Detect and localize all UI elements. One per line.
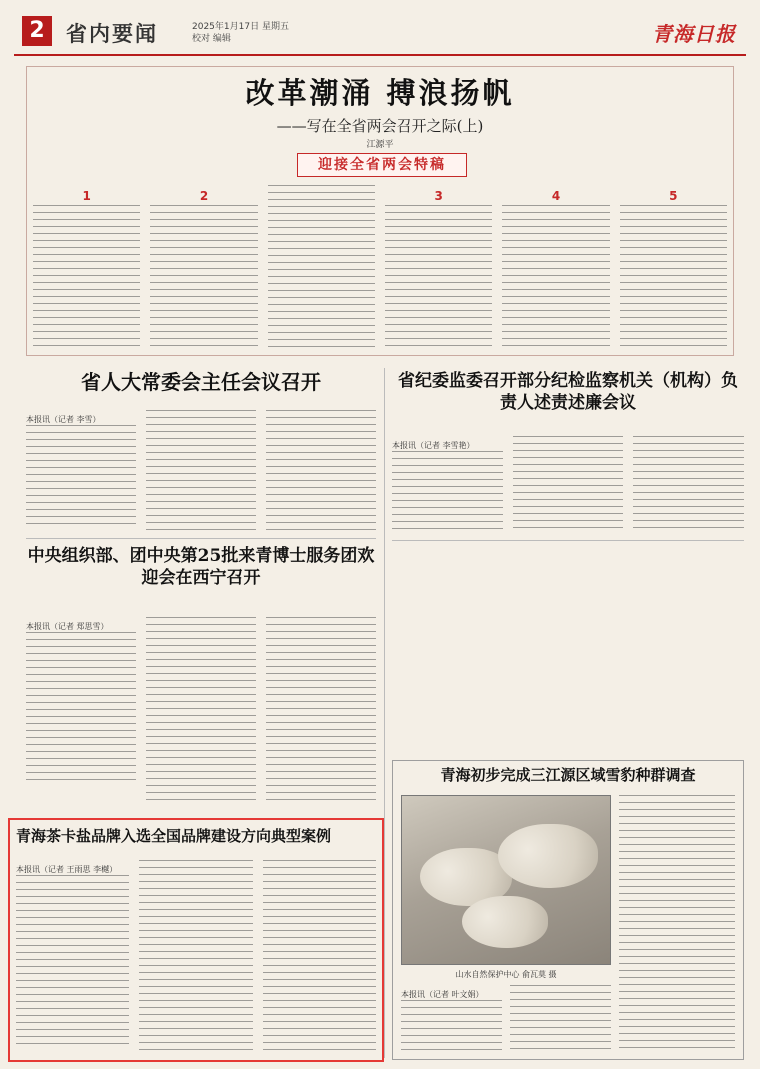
section-marker: 1 [82, 189, 91, 203]
issue-date: 2025年1月17日 星期五 [192, 22, 289, 32]
feature-column [385, 185, 492, 349]
article-column [401, 985, 502, 1051]
snow-leopard-photo [401, 795, 611, 965]
issue-editors: 校对 编辑 [192, 34, 231, 44]
column-divider [384, 368, 385, 1058]
body-text [26, 425, 136, 525]
article-column [139, 860, 252, 1054]
body-text [26, 632, 136, 782]
article-byline: 本报讯（记者 李雪） [26, 415, 101, 424]
article-body [392, 436, 744, 530]
section-title: 省内要闻 [66, 22, 158, 46]
article-chaka-salt-brand[interactable] [8, 818, 384, 1062]
body-text [263, 860, 376, 1054]
section-marker: 4 [551, 189, 561, 203]
body-text [146, 617, 256, 805]
body-text [146, 410, 256, 530]
body-text [513, 436, 624, 531]
section-marker: 5 [669, 189, 678, 203]
article-headline: 省纪委监委召开部分纪检监察机关（机构）负责人述责述廉会议 [398, 371, 738, 413]
article-byline: 本报讯（记者 叶文娟） [401, 990, 484, 999]
feature-column [150, 185, 257, 349]
leopard-figure [462, 896, 548, 948]
article-column [263, 860, 376, 1054]
body-text [619, 795, 735, 1051]
article-byline: 本报讯（记者 李雪艳） [392, 441, 475, 450]
masthead [14, 12, 746, 56]
article-headline: 青海茶卡盐品牌入选全国品牌建设方向典型案例 [16, 827, 332, 845]
leopard-figure [498, 824, 598, 888]
article-byline: 本报讯（记者 郑思雪） [26, 622, 109, 631]
page-number: 2 [22, 16, 52, 46]
body-text [385, 205, 492, 349]
article-column [513, 436, 624, 531]
article-snow-leopard-survey[interactable] [392, 760, 744, 1060]
article-body [401, 985, 611, 1051]
body-text [392, 451, 503, 531]
newspaper-logo: 青海日报 [652, 22, 736, 46]
body-text [633, 436, 744, 531]
body-text [33, 205, 140, 349]
article-headline: 青海初步完成三江源区域雪豹种群调查 [440, 766, 696, 784]
feature-banner: 迎接全省两会特稿 [297, 153, 467, 177]
photo-caption: 山水自然保护中心 俞瓦莫 摄 [455, 970, 557, 979]
article-byline: 本报讯（记者 王雨思 李樾） [16, 865, 118, 874]
feature-column [502, 185, 609, 349]
row-divider [392, 540, 744, 541]
article-column [633, 436, 744, 531]
article-column [26, 617, 136, 805]
body-text [268, 185, 375, 349]
feature-body [33, 185, 727, 349]
feature-column [620, 185, 727, 349]
article-headline: 省人大常委会主任会议召开 [81, 370, 321, 394]
article-column [146, 410, 256, 530]
article-column [266, 410, 376, 530]
body-text [16, 875, 129, 1045]
feature-article[interactable] [26, 66, 734, 356]
issue-info [192, 21, 289, 45]
feature-subtitle: ——写在全省两会召开之际(上) [276, 117, 484, 135]
article-column [16, 860, 129, 1054]
article-column [392, 436, 503, 531]
body-text [401, 1000, 502, 1050]
body-text [502, 205, 609, 349]
article-npc-meeting[interactable] [26, 370, 376, 530]
row-divider [26, 538, 376, 539]
body-text [150, 205, 257, 349]
article-doctor-service-group[interactable] [26, 545, 376, 805]
body-text [266, 410, 376, 530]
article-column [266, 617, 376, 805]
feature-column [33, 185, 140, 349]
section-marker: 3 [434, 189, 443, 203]
body-text [266, 617, 376, 805]
article-body [26, 617, 376, 805]
article-body [26, 410, 376, 530]
body-text [139, 860, 252, 1054]
feature-author: 江源平 [366, 140, 394, 150]
article-column [146, 617, 256, 805]
article-body [16, 860, 376, 1054]
body-text [620, 205, 727, 349]
section-marker: 2 [199, 189, 209, 203]
article-column [26, 410, 136, 530]
feature-title: 改革潮涌 搏浪扬帆 [245, 76, 515, 110]
article-discipline-meeting[interactable] [392, 370, 744, 530]
article-body [619, 795, 735, 1051]
body-text [510, 985, 611, 1051]
feature-column [268, 185, 375, 349]
article-column [510, 985, 611, 1051]
article-headline: 中央组织部、团中央第25批来青博士服务团欢迎会在西宁召开 [27, 546, 375, 588]
